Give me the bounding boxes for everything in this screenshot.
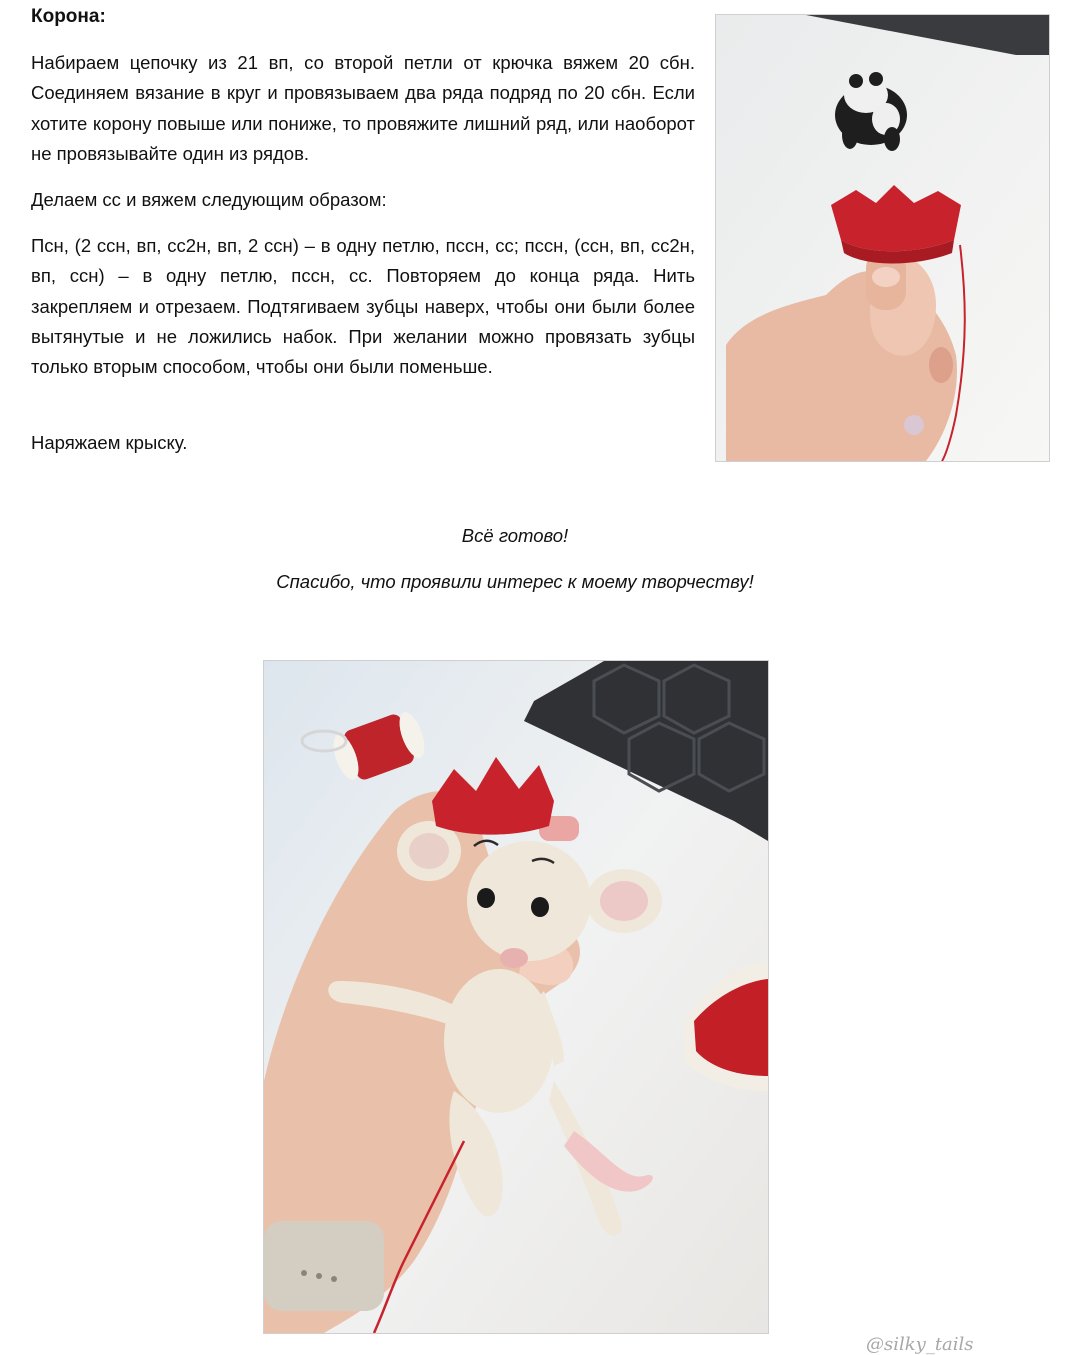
watermark: @silky_tails bbox=[866, 1334, 974, 1355]
mouse-photo bbox=[263, 660, 769, 1334]
thanks-text: Спасибо, что проявили интерес к моему творчеству! bbox=[276, 571, 754, 592]
crown-photo bbox=[715, 14, 1050, 462]
instruction-paragraph-1: Набираем цепочку из 21 вп, со второй петли от крючка вяжем 20 сбн. Соединяем вязание в круг и провязываем два ряда подряд по 20 сбн. Если хотите корону повыше или пониже, то провяжите лишний ряд, или наоборот не провязывайте один из рядов. bbox=[31, 52, 695, 164]
section-heading: Корона: bbox=[31, 6, 106, 27]
ready-text: Всё готово! bbox=[461, 525, 569, 546]
instruction-paragraph-4: Наряжаем крыску. bbox=[31, 432, 188, 453]
instruction-paragraph-3: Псн, (2 ссн, вп, сс2н, вп, 2 ссн) – в одну петлю, пссн, сс; пссн, (ссн, вп, сс2н, вп, ссн) – в одну петлю, пссн, сс. Повторяем до конца ряда. Нить закрепляем и отрезаем. Подтягиваем зубцы наверх, чтобы они были более вытянутые и не ложились набок. При желании можно провязать зубцы только вторым способом, чтобы они были поменьше. bbox=[31, 235, 695, 378]
instruction-paragraph-2: Делаем сс и вяжем следующим образом: bbox=[31, 189, 387, 210]
red-crown bbox=[831, 185, 961, 264]
